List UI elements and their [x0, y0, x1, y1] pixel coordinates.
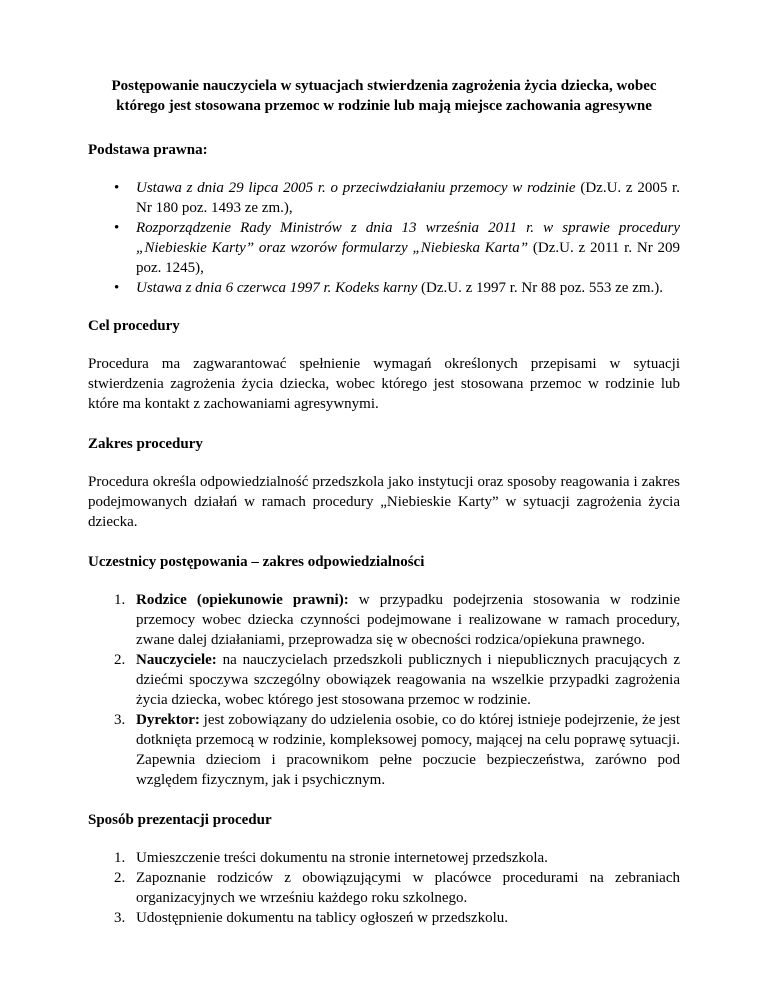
- goal-heading: Cel procedury: [88, 318, 180, 334]
- legal-basis-item: [114, 178, 680, 218]
- legal-basis-item: [114, 218, 681, 278]
- item-number: 3.: [114, 910, 126, 926]
- scope-text: Procedura określa odpowiedzialność przedszkola jako instytucji oraz sposoby reagowania i zakres podejmowanych działań w ramach procedury „Niebieskie Karty” w sytuacji zagrożenia życia dziecka.: [88, 474, 680, 530]
- item-number: 1.: [114, 592, 126, 608]
- item-number: 1.: [114, 850, 126, 866]
- legal-act-title: Rozporządzenie Rady Ministrów z dnia 13 września 2011 r. w sprawie procedury „Niebieskie Karty” oraz wzorów formularzy „Niebieska Karta”: [136, 220, 680, 256]
- legal-act-citation: (Dz.U. z 2011 r. Nr 209 poz. 1245),: [136, 240, 681, 276]
- bullet-icon: •: [114, 220, 120, 236]
- item-number: 2.: [114, 870, 126, 886]
- document-title: [88, 76, 680, 116]
- participants-heading: Uczestnicy postępowania – zakres odpowiedzialności: [88, 554, 425, 570]
- item-number: 2.: [114, 652, 126, 668]
- bullet-icon: •: [114, 280, 120, 296]
- title-line-2: którego jest stosowana przemoc w rodzinie lub mają miejsce zachowania agresywne: [116, 98, 652, 114]
- presentation-text: Zapoznanie rodziców z obowiązującymi w placówce procedurami na zebraniach organizacyjnych we wrześniu każdego roku szkolnego.: [136, 870, 680, 906]
- participant-description: w przypadku podejrzenia stosowania w rodzinie przemocy wobec dziecka czynności podejmowane i realizowane w ramach procedury, zwane dalej działaniami, przeprowadza się w obecności rodzica/opiekuna prawnego.: [136, 592, 680, 648]
- legal-act-citation: (Dz.U. z 2005 r. Nr 180 poz. 1493 ze zm.),: [136, 180, 680, 216]
- item-number: 3.: [114, 712, 126, 728]
- legal-basis-heading: Podstawa prawna:: [88, 142, 208, 158]
- legal-act-title: Ustawa z dnia 6 czerwca 1997 r. Kodeks karny: [136, 280, 418, 296]
- legal-act-citation: (Dz.U. z 1997 r. Nr 88 poz. 553 ze zm.).: [417, 280, 664, 296]
- participant-item: [114, 650, 680, 710]
- presentation-heading: Sposób prezentacji procedur: [88, 812, 272, 828]
- presentation-item: [114, 848, 680, 868]
- presentation-text: Umieszczenie treści dokumentu na stronie internetowej przedszkola.: [136, 850, 548, 866]
- legal-act-title: Ustawa z dnia 29 lipca 2005 r. o przeciwdziałaniu przemocy w rodzinie: [136, 180, 576, 196]
- presentation-list: [88, 848, 680, 928]
- participants-list: [88, 590, 680, 790]
- presentation-item: [114, 908, 680, 928]
- scope-heading: Zakres procedury: [88, 436, 203, 452]
- goal-text: Procedura ma zagwarantować spełnienie wymagań określonych przepisami w sytuacji stwierdzenia zagrożenia życia dziecka, wobec którego jest stosowana przemoc w rodzinie lub które ma kontakt z zachowaniami agresywnymi.: [88, 356, 680, 412]
- participant-item: [114, 590, 680, 650]
- participant-description: jest zobowiązany do udzielenia osobie, co do której istnieje podejrzenie, że jest dotknięta przemocą w rodzinie, kompleksowej pomocy, mającej na celu poprawę sytuacji. Zapewnia dzieciom i pracownikom pełne poczucie bezpieczeństwa, zarówno pod względem fizycznym, jak i psychicznym.: [136, 712, 680, 788]
- legal-basis-item: [114, 278, 680, 298]
- bullet-icon: •: [114, 180, 120, 196]
- participant-role: Rodzice (opiekunowie prawni):: [136, 592, 349, 608]
- presentation-text: Udostępnienie dokumentu na tablicy ogłoszeń w przedszkolu.: [136, 910, 508, 926]
- participant-item: [114, 710, 680, 790]
- legal-basis-list: [88, 178, 680, 298]
- participant-role: Nauczyciele:: [136, 652, 217, 668]
- participant-description: na nauczycielach przedszkoli publicznych i niepublicznych pracujących z dziećmi spoczywa szczególny obowiązek reagowania na wszelkie przypadki zagrożenia życia dziecka, wobec którego jest stosowana przemoc w rodzinie.: [136, 652, 680, 708]
- presentation-item: [114, 868, 680, 908]
- participant-role: Dyrektor:: [136, 712, 200, 728]
- title-line-1: Postępowanie nauczyciela w sytuacjach stwierdzenia zagrożenia życia dziecka, wobec: [111, 78, 657, 94]
